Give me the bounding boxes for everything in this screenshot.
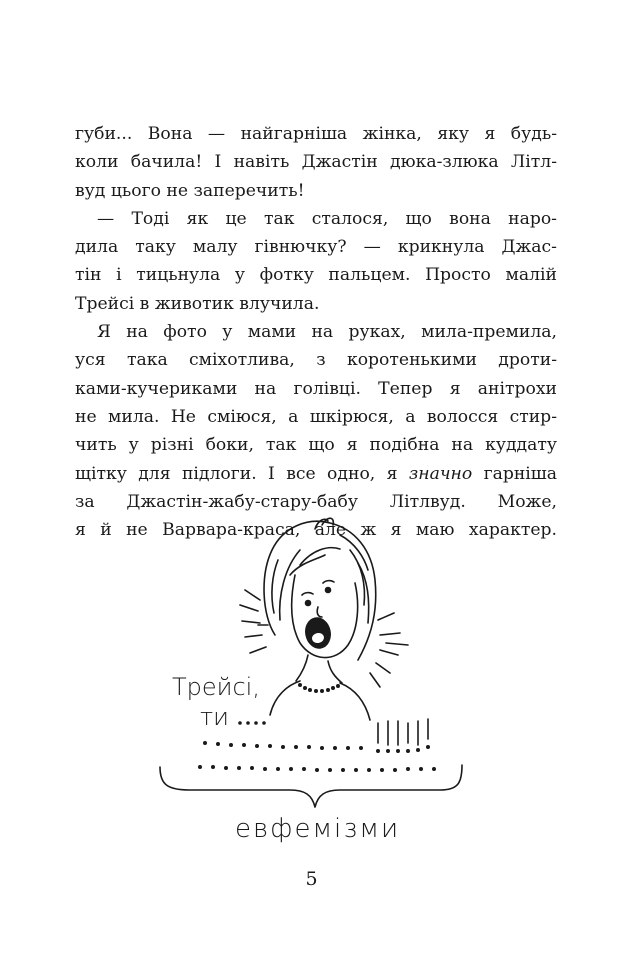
text-line: ками-кучериками на голівці. Тепер я анітрохи xyxy=(75,378,557,399)
girl-shoulders xyxy=(270,681,370,720)
girl-right-eye xyxy=(326,588,331,593)
dotted-lines xyxy=(198,721,436,772)
page-number: 5 xyxy=(305,868,318,890)
text-line: — Тоді як це так сталося, що вона наро- xyxy=(97,208,557,229)
text-line: дила таку малу гівнючку? — крикнула Джас- xyxy=(75,237,557,258)
shout-lines-right xyxy=(370,613,408,687)
text-segment: гарніша xyxy=(483,463,558,484)
text-line: коли бачила! І навіть Джастін дюка-злюка Літл- xyxy=(75,152,557,173)
text-line: уся така сміхотлива, з коротенькими дроти- xyxy=(75,350,557,371)
caption-line-2: ти xyxy=(200,703,229,731)
text-line xyxy=(75,460,557,488)
illustration xyxy=(150,505,480,850)
exclamation-marks xyxy=(378,719,428,745)
necklace xyxy=(298,683,340,693)
text-segment: щітку для підлоги. І все одно, я xyxy=(75,463,398,484)
text-line: чить у різні боки, так що я подібна на куддату xyxy=(75,435,557,456)
curly-brace xyxy=(160,765,462,807)
bottom-word: евфемізми xyxy=(235,814,401,844)
text-line: тін і тицьнула у фотку пальцем. Просто малій xyxy=(75,265,557,286)
text-line: Я на фото у мами на руках, мила-премила, xyxy=(97,322,557,343)
text-line: Трейсі в животик влучила. xyxy=(75,293,320,314)
text-line: не мила. Не сміюся, а шкірюся, а волосся стир- xyxy=(75,406,557,427)
girl-left-eye xyxy=(306,601,311,606)
emphasized-word: значно xyxy=(408,463,473,484)
text-line: вуд цього не заперечить! xyxy=(75,180,305,201)
text-line: я й не Варвара-краса, але ж я маю характер. xyxy=(75,520,557,541)
text-line: губи... Вона — найгарніша жінка, яку я будь- xyxy=(75,124,557,144)
text-line: за Джастін-жабу-стару-бабу Літлвуд. Може, xyxy=(75,491,557,512)
body-text xyxy=(75,120,557,544)
caption-line-1: Трейсі, xyxy=(172,673,260,701)
